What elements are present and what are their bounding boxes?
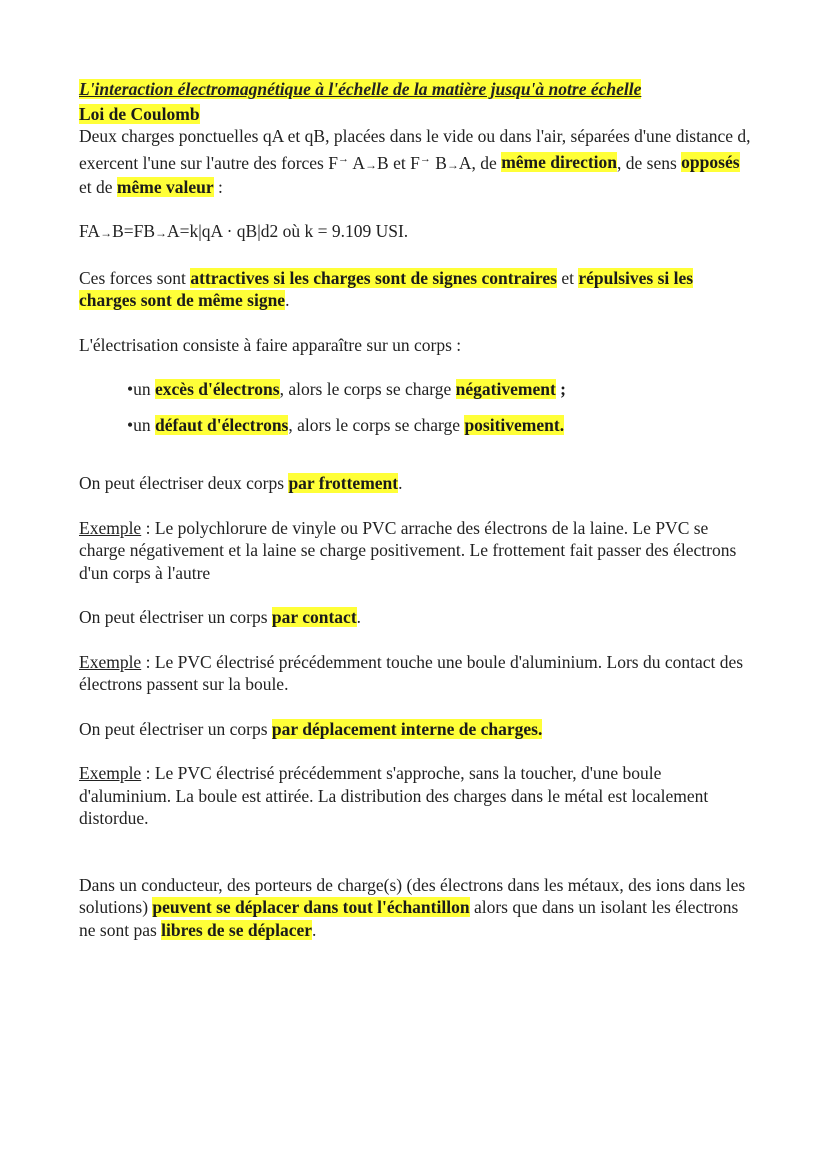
document-body bbox=[79, 78, 754, 941]
frottement-example: Exemple : Le polychlorure de vinyle ou PVC arrache des électrons de la laine. Le PVC se charge négativement et la laine se charge positivement. Le frottement fait passer des électrons d'un corps à l'autre bbox=[79, 517, 737, 583]
example-label: Exemple bbox=[79, 517, 142, 538]
vector-arrow: → bbox=[419, 152, 431, 165]
forces-paragraph: Ces forces sont attractives si les charges sont de signes contraires et répulsives si les charges sont de même signe. bbox=[79, 267, 694, 311]
contact-example: Exemple : Le PVC électrisé précédemment touche une boule d'aluminium. Lors du contact des électrons passent sur la boule. bbox=[79, 651, 744, 695]
page-title: L'interaction électromagnétique à l'échelle de la matière jusqu'à notre échelle bbox=[79, 79, 642, 99]
contact-paragraph: On peut électriser un corps par contact. bbox=[79, 607, 362, 628]
vector-arrow: → bbox=[337, 152, 349, 165]
example-label: Exemple bbox=[79, 651, 142, 672]
list-item: •un défaut d'électrons, alors le corps se charge positivement. bbox=[127, 414, 565, 435]
subscript-arrow: → bbox=[446, 157, 459, 172]
coulomb-formula: FA→B=FB→A=k|qA · qB|d2 où k = 9.109 USI. bbox=[79, 221, 409, 242]
electrisation-intro: L'électrisation consiste à faire apparaître sur un corps : bbox=[79, 334, 462, 355]
coulomb-paragraph: Deux charges ponctuelles qA et qB, placées dans le vide ou dans l'air, séparées d'une distance d, exercent l'une sur l'autre des forces F→ A→B et F→ B→A, de même direction, de sens opposés et de même valeur : bbox=[79, 126, 751, 197]
coulomb-heading: Loi de Coulomb bbox=[79, 103, 200, 124]
deplacement-paragraph: On peut électriser un corps par déplacement interne de charges. bbox=[79, 718, 543, 739]
list-item: •un excès d'électrons, alors le corps se charge négativement ; bbox=[127, 379, 566, 400]
deplacement-example: Exemple : Le PVC électrisé précédemment s'approche, sans la toucher, d'une boule d'aluminium. La boule est attirée. La distribution des charges dans le métal est localement distordue. bbox=[79, 763, 709, 829]
frottement-paragraph: On peut électriser deux corps par frottement. bbox=[79, 473, 403, 494]
example-label: Exemple bbox=[79, 763, 142, 784]
conducteur-paragraph: Dans un conducteur, des porteurs de charge(s) (des électrons dans les métaux, des ions dans les solutions) peuvent se déplacer dans tout l'échantillon alors que dans un isolant les électrons ne sont pas libres de se déplacer. bbox=[79, 874, 746, 940]
subscript-arrow: → bbox=[365, 157, 378, 172]
